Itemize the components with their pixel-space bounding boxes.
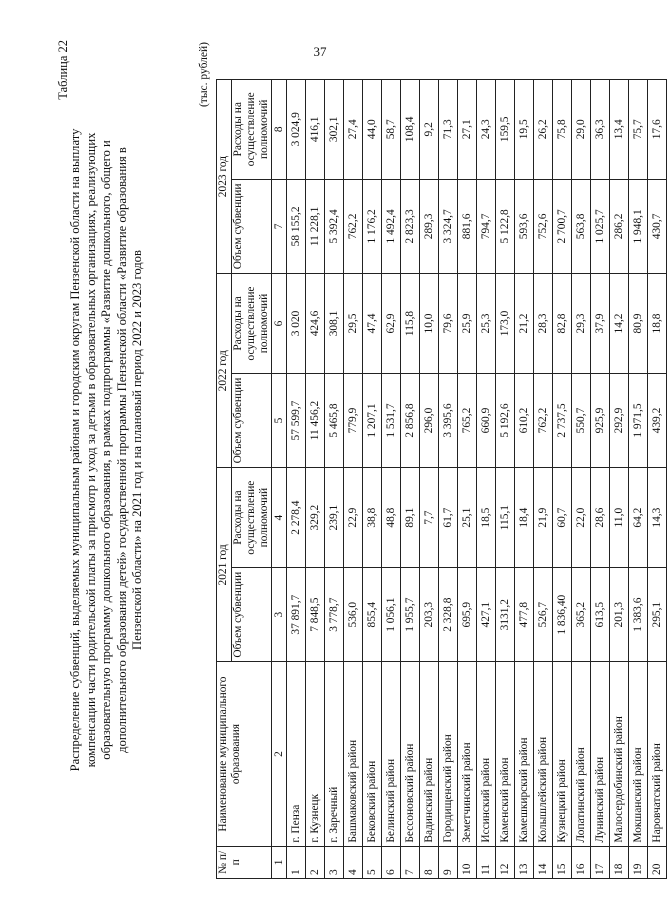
volume-2021-cell: 526,7 bbox=[534, 567, 553, 662]
municipality-name-cell: Наровчатский район bbox=[648, 662, 667, 846]
municipality-name-cell: Камешкирский район bbox=[515, 662, 534, 846]
row-number-cell: 17 bbox=[591, 846, 610, 878]
header-year-2022: 2022 год bbox=[217, 274, 232, 468]
expenses-2023-cell: 19,5 bbox=[515, 80, 534, 180]
table-row bbox=[401, 80, 420, 879]
volume-2023-cell: 5 392,4 bbox=[325, 179, 344, 274]
volume-2021-cell: 695,9 bbox=[458, 567, 477, 662]
table-caption bbox=[68, 70, 146, 830]
header-expenses: Расходы на осуществление полномочий bbox=[232, 274, 272, 374]
expenses-2022-cell: 3 020 bbox=[287, 274, 306, 374]
expenses-2021-cell: 22,0 bbox=[572, 468, 591, 568]
municipality-name-cell: Каменский район bbox=[496, 662, 515, 846]
municipality-name-cell: г. Кузнецк bbox=[306, 662, 325, 846]
expenses-2022-cell: 79,6 bbox=[439, 274, 458, 374]
expenses-2022-cell: 10,0 bbox=[420, 274, 439, 374]
municipality-name-cell: г. Пенза bbox=[287, 662, 306, 846]
subsidy-table bbox=[216, 79, 667, 879]
table-row bbox=[610, 80, 629, 879]
table-row bbox=[572, 80, 591, 879]
caption-line: образовательную программу дошкольного образования, в рамках подпрограммы «Развитие дошкольного, общего и bbox=[99, 140, 114, 760]
volume-2021-cell: 3 778,7 bbox=[325, 567, 344, 662]
expenses-2021-cell: 21,9 bbox=[534, 468, 553, 568]
municipality-name-cell: Бековский район bbox=[363, 662, 382, 846]
volume-2023-cell: 289,3 bbox=[420, 179, 439, 274]
volume-2022-cell: 660,9 bbox=[477, 373, 496, 468]
row-number-cell: 19 bbox=[629, 846, 648, 878]
column-number: 4 bbox=[272, 468, 287, 568]
row-number-cell: 4 bbox=[344, 846, 363, 878]
volume-2021-cell: 536,0 bbox=[344, 567, 363, 662]
expenses-2023-cell: 17,6 bbox=[648, 80, 667, 180]
expenses-2021-cell: 14,3 bbox=[648, 468, 667, 568]
volume-2021-cell: 2 328,8 bbox=[439, 567, 458, 662]
expenses-2022-cell: 80,9 bbox=[629, 274, 648, 374]
volume-2023-cell: 1 492,4 bbox=[382, 179, 401, 274]
expenses-2022-cell: 424,6 bbox=[306, 274, 325, 374]
volume-2023-cell: 2 823,3 bbox=[401, 179, 420, 274]
row-number-cell: 12 bbox=[496, 846, 515, 878]
municipality-name-cell: Лунинский район bbox=[591, 662, 610, 846]
row-number-cell: 2 bbox=[306, 846, 325, 878]
header-expenses: Расходы на осуществление полномочий bbox=[232, 80, 272, 180]
expenses-2022-cell: 28,3 bbox=[534, 274, 553, 374]
expenses-2023-cell: 58,7 bbox=[382, 80, 401, 180]
expenses-2021-cell: 25,1 bbox=[458, 468, 477, 568]
expenses-2021-cell: 11,0 bbox=[610, 468, 629, 568]
volume-2021-cell: 37 891,7 bbox=[287, 567, 306, 662]
volume-2021-cell: 365,2 bbox=[572, 567, 591, 662]
expenses-2021-cell: 61,7 bbox=[439, 468, 458, 568]
table-row bbox=[439, 80, 458, 879]
expenses-2023-cell: 29,0 bbox=[572, 80, 591, 180]
volume-2021-cell: 427,1 bbox=[477, 567, 496, 662]
header-name: Наименование муниципального образования bbox=[217, 662, 272, 846]
expenses-2022-cell: 25,9 bbox=[458, 274, 477, 374]
volume-2022-cell: 2 856,8 bbox=[401, 373, 420, 468]
table-row bbox=[458, 80, 477, 879]
caption-line: компенсации части родительской платы за присмотр и уход за детьми в образовательных организациях, реализующих bbox=[83, 132, 98, 768]
expenses-2023-cell: 108,4 bbox=[401, 80, 420, 180]
table-row bbox=[287, 80, 306, 879]
volume-2022-cell: 292,9 bbox=[610, 373, 629, 468]
volume-2023-cell: 563,8 bbox=[572, 179, 591, 274]
volume-2023-cell: 286,2 bbox=[610, 179, 629, 274]
expenses-2021-cell: 2 278,4 bbox=[287, 468, 306, 568]
row-number-cell: 9 bbox=[439, 846, 458, 878]
table-row bbox=[306, 80, 325, 879]
volume-2022-cell: 3 395,6 bbox=[439, 373, 458, 468]
municipality-name-cell: Иссинский район bbox=[477, 662, 496, 846]
row-number-cell: 18 bbox=[610, 846, 629, 878]
expenses-2022-cell: 37,9 bbox=[591, 274, 610, 374]
column-number: 1 bbox=[272, 846, 287, 878]
volume-2022-cell: 57 599,7 bbox=[287, 373, 306, 468]
municipality-name-cell: г. Заречный bbox=[325, 662, 344, 846]
expenses-2022-cell: 14,2 bbox=[610, 274, 629, 374]
row-number-cell: 8 bbox=[420, 846, 439, 878]
row-number-cell: 15 bbox=[553, 846, 572, 878]
municipality-name-cell: Башмаковский район bbox=[344, 662, 363, 846]
municipality-name-cell: Лопатинский район bbox=[572, 662, 591, 846]
expenses-2022-cell: 25,3 bbox=[477, 274, 496, 374]
volume-2023-cell: 3 324,7 bbox=[439, 179, 458, 274]
expenses-2021-cell: 115,1 bbox=[496, 468, 515, 568]
expenses-2021-cell: 64,2 bbox=[629, 468, 648, 568]
table-row bbox=[344, 80, 363, 879]
row-number-cell: 1 bbox=[287, 846, 306, 878]
table-row bbox=[325, 80, 344, 879]
expenses-2021-cell: 89,1 bbox=[401, 468, 420, 568]
expenses-2022-cell: 18,8 bbox=[648, 274, 667, 374]
volume-2022-cell: 610,2 bbox=[515, 373, 534, 468]
table-row bbox=[382, 80, 401, 879]
expenses-2023-cell: 159,5 bbox=[496, 80, 515, 180]
expenses-2023-cell: 75,8 bbox=[553, 80, 572, 180]
volume-2023-cell: 794,7 bbox=[477, 179, 496, 274]
volume-2021-cell: 201,3 bbox=[610, 567, 629, 662]
volume-2023-cell: 1 948,1 bbox=[629, 179, 648, 274]
expenses-2021-cell: 38,8 bbox=[363, 468, 382, 568]
page-number: 37 bbox=[313, 44, 327, 59]
volume-2022-cell: 925,9 bbox=[591, 373, 610, 468]
volume-2022-cell: 550,7 bbox=[572, 373, 591, 468]
caption-line: дополнительного образования детей» государственной программы Пензенской области «Развитие образования в bbox=[114, 147, 129, 753]
volume-2021-cell: 203,3 bbox=[420, 567, 439, 662]
table-row bbox=[591, 80, 610, 879]
expenses-2021-cell: 18,5 bbox=[477, 468, 496, 568]
row-number-cell: 3 bbox=[325, 846, 344, 878]
volume-2022-cell: 765,2 bbox=[458, 373, 477, 468]
expenses-2022-cell: 82,8 bbox=[553, 274, 572, 374]
volume-2022-cell: 5 192,6 bbox=[496, 373, 515, 468]
volume-2023-cell: 1 025,7 bbox=[591, 179, 610, 274]
expenses-2023-cell: 9,2 bbox=[420, 80, 439, 180]
header-expenses: Расходы на осуществление полномочий bbox=[232, 468, 272, 568]
header-volume: Объем субвенции bbox=[232, 373, 272, 468]
municipality-name-cell: Городищенский район bbox=[439, 662, 458, 846]
table-row bbox=[363, 80, 382, 879]
expenses-2023-cell: 27,1 bbox=[458, 80, 477, 180]
volume-2021-cell: 1 056,1 bbox=[382, 567, 401, 662]
volume-2023-cell: 430,7 bbox=[648, 179, 667, 274]
expenses-2023-cell: 71,3 bbox=[439, 80, 458, 180]
row-number-cell: 14 bbox=[534, 846, 553, 878]
expenses-2021-cell: 60,7 bbox=[553, 468, 572, 568]
header-year-2023: 2023 год bbox=[217, 80, 232, 274]
expenses-2021-cell: 48,8 bbox=[382, 468, 401, 568]
volume-2023-cell: 11 228,1 bbox=[306, 179, 325, 274]
expenses-2022-cell: 62,9 bbox=[382, 274, 401, 374]
volume-2021-cell: 7 848,5 bbox=[306, 567, 325, 662]
municipality-name-cell: Малосердобинский район bbox=[610, 662, 629, 846]
row-number-cell: 11 bbox=[477, 846, 496, 878]
volume-2023-cell: 58 155,2 bbox=[287, 179, 306, 274]
column-number: 8 bbox=[272, 80, 287, 180]
column-number: 7 bbox=[272, 179, 287, 274]
expenses-2023-cell: 13,4 bbox=[610, 80, 629, 180]
row-number-cell: 10 bbox=[458, 846, 477, 878]
expenses-2023-cell: 24,3 bbox=[477, 80, 496, 180]
volume-2021-cell: 477,8 bbox=[515, 567, 534, 662]
volume-2022-cell: 11 456,2 bbox=[306, 373, 325, 468]
expenses-2023-cell: 3 024,9 bbox=[287, 80, 306, 180]
header-year-2021: 2021 год bbox=[217, 468, 232, 662]
row-number-cell: 7 bbox=[401, 846, 420, 878]
column-number: 5 bbox=[272, 373, 287, 468]
volume-2022-cell: 439,2 bbox=[648, 373, 667, 468]
volume-2022-cell: 5 465,8 bbox=[325, 373, 344, 468]
expenses-2022-cell: 29,3 bbox=[572, 274, 591, 374]
volume-2021-cell: 1 383,6 bbox=[629, 567, 648, 662]
row-number-cell: 20 bbox=[648, 846, 667, 878]
municipality-name-cell: Мокшанский район bbox=[629, 662, 648, 846]
expenses-2021-cell: 239,1 bbox=[325, 468, 344, 568]
expenses-2023-cell: 44,0 bbox=[363, 80, 382, 180]
row-number-cell: 16 bbox=[572, 846, 591, 878]
units-label: (тыс. рублей) bbox=[198, 42, 210, 108]
table-row bbox=[534, 80, 553, 879]
volume-2022-cell: 1 531,7 bbox=[382, 373, 401, 468]
expenses-2022-cell: 308,1 bbox=[325, 274, 344, 374]
table-row bbox=[629, 80, 648, 879]
volume-2022-cell: 1 207,1 bbox=[363, 373, 382, 468]
expenses-2021-cell: 22,9 bbox=[344, 468, 363, 568]
expenses-2023-cell: 27,4 bbox=[344, 80, 363, 180]
header-volume: Объем субвенции bbox=[232, 179, 272, 274]
expenses-2022-cell: 29,5 bbox=[344, 274, 363, 374]
expenses-2023-cell: 416,1 bbox=[306, 80, 325, 180]
volume-2021-cell: 3131,2 bbox=[496, 567, 515, 662]
header-no: № п/п bbox=[217, 846, 272, 878]
volume-2022-cell: 296,0 bbox=[420, 373, 439, 468]
expenses-2023-cell: 26,2 bbox=[534, 80, 553, 180]
row-number-cell: 13 bbox=[515, 846, 534, 878]
expenses-2023-cell: 75,7 bbox=[629, 80, 648, 180]
row-number-cell: 5 bbox=[363, 846, 382, 878]
municipality-name-cell: Колышлейский район bbox=[534, 662, 553, 846]
table-body bbox=[287, 80, 667, 879]
table-row bbox=[515, 80, 534, 879]
expenses-2021-cell: 18,4 bbox=[515, 468, 534, 568]
expenses-2022-cell: 173,0 bbox=[496, 274, 515, 374]
volume-2021-cell: 1 836,40 bbox=[553, 567, 572, 662]
table-row bbox=[477, 80, 496, 879]
municipality-name-cell: Белинский район bbox=[382, 662, 401, 846]
expenses-2022-cell: 115,8 bbox=[401, 274, 420, 374]
volume-2023-cell: 752,6 bbox=[534, 179, 553, 274]
volume-2022-cell: 1 971,5 bbox=[629, 373, 648, 468]
table-row bbox=[496, 80, 515, 879]
volume-2022-cell: 2 737,5 bbox=[553, 373, 572, 468]
table-label: Таблица 22 bbox=[56, 40, 70, 100]
expenses-2021-cell: 28,6 bbox=[591, 468, 610, 568]
volume-2023-cell: 1 176,2 bbox=[363, 179, 382, 274]
volume-2023-cell: 2 700,7 bbox=[553, 179, 572, 274]
expenses-2022-cell: 47,4 bbox=[363, 274, 382, 374]
volume-2021-cell: 295,1 bbox=[648, 567, 667, 662]
expenses-2023-cell: 36,3 bbox=[591, 80, 610, 180]
municipality-name-cell: Кузнецкий район bbox=[553, 662, 572, 846]
column-number: 6 bbox=[272, 274, 287, 374]
expenses-2021-cell: 7,7 bbox=[420, 468, 439, 568]
expenses-2022-cell: 21,2 bbox=[515, 274, 534, 374]
volume-2021-cell: 855,4 bbox=[363, 567, 382, 662]
volume-2021-cell: 613,5 bbox=[591, 567, 610, 662]
caption-line: Распределение субвенций, выделяемых муниципальным районам и городским округам Пензенской области на выплату bbox=[68, 128, 82, 772]
expenses-2021-cell: 329,2 bbox=[306, 468, 325, 568]
volume-2023-cell: 762,2 bbox=[344, 179, 363, 274]
volume-2023-cell: 881,6 bbox=[458, 179, 477, 274]
volume-2022-cell: 762,2 bbox=[534, 373, 553, 468]
column-number: 2 bbox=[272, 662, 287, 846]
volume-2023-cell: 5 122,8 bbox=[496, 179, 515, 274]
volume-2023-cell: 593,6 bbox=[515, 179, 534, 274]
table-row bbox=[553, 80, 572, 879]
volume-2021-cell: 1 955,7 bbox=[401, 567, 420, 662]
table-row bbox=[420, 80, 439, 879]
column-number: 3 bbox=[272, 567, 287, 662]
volume-2022-cell: 779,9 bbox=[344, 373, 363, 468]
table-row bbox=[648, 80, 667, 879]
header-volume: Объем субвенции bbox=[232, 567, 272, 662]
expenses-2023-cell: 302,1 bbox=[325, 80, 344, 180]
caption-line: Пензенской области» на 2021 год и на плановый период 2022 и 2023 годов bbox=[130, 250, 145, 650]
municipality-name-cell: Бессоновский район bbox=[401, 662, 420, 846]
municipality-name-cell: Вадинский район bbox=[420, 662, 439, 846]
municipality-name-cell: Земетчинский район bbox=[458, 662, 477, 846]
row-number-cell: 6 bbox=[382, 846, 401, 878]
